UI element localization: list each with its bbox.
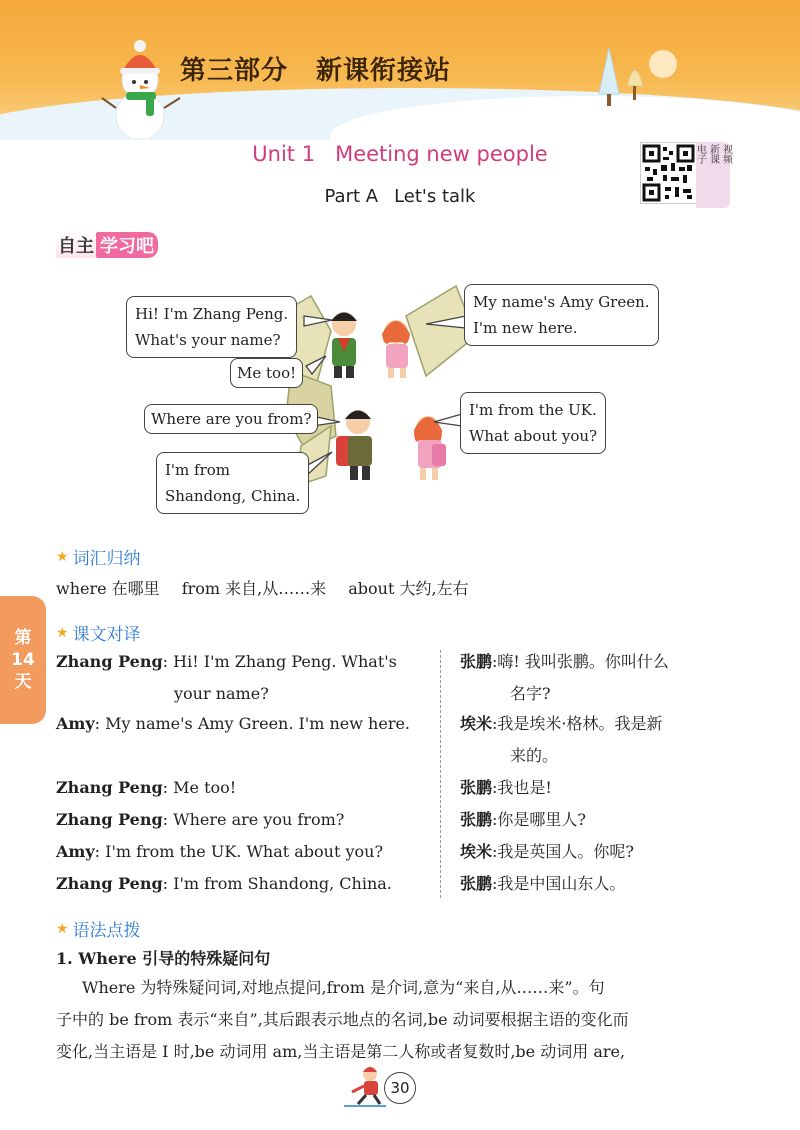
bubble-zhang-1 (126, 296, 297, 358)
zh-line: 你是哪里人? (497, 810, 586, 829)
star-icon: ★ (56, 548, 69, 565)
unit-name: Meeting new people (335, 142, 548, 166)
bubble-text: Shandong, China. (165, 487, 301, 505)
bubble-text: What's your name? (135, 331, 281, 349)
bubble-text: I'm new here. (473, 319, 578, 337)
en-speaker: Amy (56, 714, 95, 733)
en-speaker: Zhang Peng (56, 778, 163, 797)
amy-figure-1 (382, 320, 410, 378)
grammar-point-title: 1. Where 引导的特殊疑问句 (56, 949, 271, 968)
dialog-zh: 埃米:我是埃米·格林。我是新 来的。 (460, 708, 736, 772)
bubble-text: Me too! (237, 364, 297, 382)
en-line: My name's Amy Green. I'm new here. (105, 714, 411, 733)
day-tab-3: 天 (14, 672, 32, 692)
dialog-en: Amy: My name's Amy Green. I'm new here. (56, 714, 411, 733)
dialog-zh: 张鹏:你是哪里人? (460, 810, 586, 829)
day-tab (0, 596, 46, 724)
dialog-zh: 埃米:我是英国人。你呢? (460, 842, 634, 861)
section-grammar-title: 语法点拨 (72, 921, 141, 941)
grammar-line: 变化,当主语是 I 时,be 动词用 am,当主语是第二人称或者复数时,be 动词用 are, (56, 1042, 626, 1061)
star-icon: ★ (56, 624, 69, 641)
section-grammar (56, 916, 141, 941)
banner-title (180, 50, 479, 87)
trees-illustration (585, 40, 695, 110)
zh-line: 我是英国人。你呢? (497, 842, 634, 861)
zhang-peng-figure-2 (336, 410, 372, 480)
vocab-item: where 在哪里 (56, 579, 160, 598)
zh-line: 来的。 (510, 746, 559, 765)
part-name: Let's talk (394, 186, 476, 207)
dialog-en: Zhang Peng: Hi! I'm Zhang Peng. What's your name? (56, 646, 436, 710)
qr-caption-3: 电子 (694, 144, 706, 164)
qr-caption-1: 视频 (720, 144, 732, 164)
dialog-zh: 张鹏:嗨! 我叫张鹏。你叫什么 名字? (460, 646, 736, 710)
bubble-zhang-3 (144, 404, 318, 434)
section-vocab-title: 词汇归纳 (72, 549, 141, 569)
zh-speaker: 张鹏 (460, 810, 493, 829)
mascot-icon (340, 1062, 390, 1110)
zh-speaker: 埃米 (460, 714, 493, 733)
zhang-peng-figure-1 (331, 312, 357, 378)
dialog-en: Zhang Peng: I'm from Shandong, China. (56, 874, 392, 893)
bubble-text: I'm from (165, 461, 231, 479)
grammar-line: 子中的 be from 表示“来自”,其后跟表示地点的名词,be 动词要根据主语的变化而 (56, 1010, 629, 1029)
zh-line: 我是中国山东人。 (497, 874, 626, 893)
day-tab-1: 第 (14, 628, 32, 648)
dialog-zh: 张鹏:我是中国山东人。 (460, 874, 626, 893)
en-line: your name? (174, 684, 269, 703)
en-speaker: Amy (56, 842, 95, 861)
en-speaker: Zhang Peng (56, 874, 163, 893)
self-study-a: 自主 (56, 232, 96, 258)
bubble-amy-1 (464, 284, 659, 346)
zh-line: 我也是! (497, 778, 552, 797)
bubble-text: Where are you from? (151, 410, 312, 428)
en-speaker: Zhang Peng (56, 810, 163, 829)
self-study-b: 学习吧 (96, 232, 158, 258)
snowman-illustration (100, 28, 190, 138)
zh-line: 嗨! 我叫张鹏。你叫什么 (497, 652, 669, 671)
dialog-en: Zhang Peng: Where are you from? (56, 810, 345, 829)
en-line: I'm from Shandong, China. (173, 874, 392, 893)
qr-caption-2: 新课 (707, 144, 719, 164)
bubble-text: I'm from the UK. (469, 401, 597, 419)
en-line: I'm from the UK. What about you? (105, 842, 384, 861)
dialog-divider (440, 650, 441, 898)
zh-speaker: 张鹏 (460, 652, 493, 671)
vocab-item: about 大约,左右 (348, 579, 469, 598)
qr-caption (696, 142, 730, 208)
bubble-text: My name's Amy Green. (473, 293, 650, 311)
unit-number: Unit 1 (252, 142, 316, 166)
banner-part: 第三部分 (180, 56, 289, 86)
dialog-zh: 张鹏:我也是! (460, 778, 552, 797)
dialog-illustration (126, 276, 666, 526)
section-translation-title: 课文对译 (72, 625, 141, 645)
zh-speaker: 张鹏 (460, 778, 493, 797)
self-study-label (56, 232, 158, 258)
en-line: Me too! (173, 778, 237, 797)
en-line: Where are you from? (173, 810, 345, 829)
en-speaker: Zhang Peng (56, 652, 163, 671)
banner-name: 新课衔接站 (316, 56, 452, 86)
bubble-zhang-4 (156, 452, 309, 514)
vocab-list (56, 576, 491, 599)
vocab-item: from 来自,从……来 (181, 579, 327, 598)
section-translation (56, 620, 141, 645)
bubble-text: Hi! I'm Zhang Peng. (135, 305, 289, 323)
amy-figure-2 (414, 416, 446, 480)
qr-code[interactable] (640, 142, 697, 204)
dialog-en: Amy: I'm from the UK. What about you? (56, 842, 384, 861)
grammar-body (56, 972, 742, 1068)
en-line: Hi! I'm Zhang Peng. What's (173, 652, 397, 671)
bubble-amy-2 (460, 392, 606, 454)
grammar-line: Where 为特殊疑问词,对地点提问,from 是介词,意为“来自,从……来”。句 (82, 978, 605, 997)
day-tab-2: 14 (11, 650, 35, 670)
star-icon: ★ (56, 920, 69, 937)
section-vocab (56, 544, 141, 569)
zh-line: 名字? (510, 684, 551, 703)
zh-speaker: 埃米 (460, 842, 493, 861)
zh-line: 我是埃米·格林。我是新 (497, 714, 663, 733)
zh-speaker: 张鹏 (460, 874, 493, 893)
bubble-zhang-2 (230, 358, 303, 388)
part-label: Part A (324, 186, 379, 207)
page-number: 30 (384, 1072, 416, 1104)
bubble-text: What about you? (469, 427, 598, 445)
dialog-en: Zhang Peng: Me too! (56, 778, 237, 797)
